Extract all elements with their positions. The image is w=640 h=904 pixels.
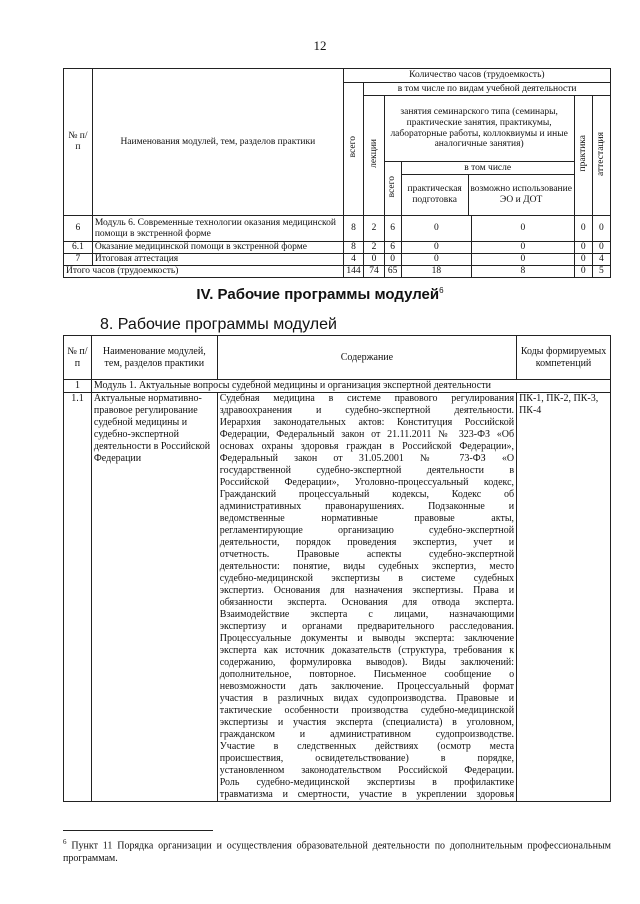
total-sem-total: 65 bbox=[384, 266, 401, 278]
seminar-header: занятия семинарского типа (семинары, практические занятия, практикумы, лабораторные работы, коллоквиумы и иные аналогичные занятия) bbox=[384, 96, 574, 162]
content-line: эксперта как источник доказательств (структура, требования к bbox=[219, 645, 515, 656]
row-total: 8 bbox=[343, 242, 364, 254]
row-attestation: 4 bbox=[592, 254, 610, 266]
total-practical: 18 bbox=[401, 266, 471, 278]
content-line: государственной судебно-экспертной деятельности в bbox=[219, 465, 515, 476]
content-line: судебно-медицинской экспертизы в системе судебных bbox=[219, 573, 515, 584]
content-line: деятельности, порядок проведения экспертиз, учет и bbox=[219, 537, 515, 548]
hours-header: Количество часов (трудоемкость) bbox=[343, 69, 610, 83]
col-name-header: Наименования модулей, тем, разделов практики bbox=[92, 69, 343, 216]
content-line: содержанию, формулировка выводов). Виды заключений: bbox=[219, 657, 515, 668]
footnote-text: Пункт 11 Порядка организации и осуществления образовательной деятельности по дополнительным профессиональным программам. bbox=[63, 840, 611, 864]
content-line: дополнительное, повторное. Письменное сообщение о bbox=[219, 669, 515, 680]
content-line: Федеральный закон от 31.05.2001 № 73-ФЗ «О bbox=[219, 453, 515, 464]
row-practice: 0 bbox=[574, 242, 592, 254]
total-lectures: 74 bbox=[364, 266, 384, 278]
total-total: 144 bbox=[343, 266, 364, 278]
hours-table bbox=[63, 68, 611, 278]
row-practical: 0 bbox=[401, 216, 471, 242]
footnote-rule bbox=[63, 830, 213, 831]
row-name: Актуальные нормативно-правовое регулирование судебной медицины и судебно-экспертной деятельности в Российской Федерации bbox=[91, 393, 217, 802]
section-heading bbox=[0, 286, 640, 303]
col-practical-training-header: практическая подготовка bbox=[402, 175, 469, 215]
row-total: 4 bbox=[343, 254, 364, 266]
content-line: травматизма и смертности, участие в укреплении здоровья bbox=[219, 789, 515, 800]
row-sem-total: 6 bbox=[384, 216, 401, 242]
col-num-header: № п/п bbox=[64, 336, 92, 380]
section-heading-text: IV. Рабочие программы модулей bbox=[196, 286, 440, 303]
row-name: Итоговая аттестация bbox=[92, 254, 343, 266]
by-types-header: в том числе по видам учебной деятельности bbox=[364, 83, 611, 96]
modules-table bbox=[63, 335, 611, 802]
total-eo: 8 bbox=[472, 266, 575, 278]
content-line: Российской Федерации», Уголовно-процессуальный кодекс, bbox=[219, 477, 515, 488]
content-line: отчетность. Правовые аспекты судебно-экспертной bbox=[219, 549, 515, 560]
content-line: тактические особенности производства судебно-медицинской bbox=[219, 705, 515, 716]
row-content bbox=[217, 393, 516, 802]
row-practical: 0 bbox=[401, 242, 471, 254]
content-line: Гражданский процессуальный кодексы, Кодекс об bbox=[219, 489, 515, 500]
total-practice: 0 bbox=[574, 266, 592, 278]
page-number: 12 bbox=[313, 38, 327, 53]
col-content-header: Содержание bbox=[217, 336, 516, 380]
content-line: ведомственные нормативные правовые акты, bbox=[219, 513, 515, 524]
content-line: Участие в следственных действиях (осмотр места bbox=[219, 741, 515, 752]
row-practice: 0 bbox=[574, 254, 592, 266]
row-lectures: 2 bbox=[364, 242, 384, 254]
row-attestation: 0 bbox=[592, 216, 610, 242]
content-line: Иерархия законодательных актов: Конституция Российской bbox=[219, 417, 515, 428]
content-line: основах охраны здоровья граждан в Российской Федерации», bbox=[219, 441, 515, 452]
row-sem-total: 6 bbox=[384, 242, 401, 254]
content-line: Судебная медицина в системе правового регулирования bbox=[219, 393, 515, 404]
total-attestation: 5 bbox=[592, 266, 610, 278]
content-line: происшествия, освидетельствование) в порядке, bbox=[219, 753, 515, 764]
content-line: Взаимодействие эксперта с лицами, назначающими bbox=[219, 609, 515, 620]
col-num-header: № п/п bbox=[64, 69, 93, 216]
row-name: Оказание медицинской помощи в экстренной форме bbox=[92, 242, 343, 254]
row-codes: ПК-1, ПК-2, ПК-3, ПК-4 bbox=[517, 393, 611, 802]
col-practice-header: практика bbox=[574, 96, 592, 216]
content-line: Роль судебно-медицинской экспертизы в профилактике bbox=[219, 777, 515, 788]
row-eo: 0 bbox=[472, 254, 575, 266]
row-num: 6.1 bbox=[64, 242, 93, 254]
row-eo: 0 bbox=[472, 242, 575, 254]
row-name: Модуль 6. Современные технологии оказания медицинской помощи в экстренной форме bbox=[92, 216, 343, 242]
row-num: 1.1 bbox=[64, 393, 92, 802]
col-total-header: всего bbox=[343, 83, 364, 216]
col-attestation-header: аттестация bbox=[592, 96, 610, 216]
row-num: 6 bbox=[64, 216, 93, 242]
col-lectures-header: лекции bbox=[364, 96, 384, 216]
content-line: гражданском и административном судопроизводстве. bbox=[219, 729, 515, 740]
row-attestation: 0 bbox=[592, 242, 610, 254]
content-line: деятельности: понятие, виды судебных экспертиз, место bbox=[219, 561, 515, 572]
content-line: Процессуальные документы и выводы эксперта: заключение bbox=[219, 633, 515, 644]
content-line: экспертизу и органами предварительного расследования. bbox=[219, 621, 515, 632]
including-cell bbox=[401, 162, 574, 216]
content-line: экспертиз. Основания для назначения экспертизы. Права и bbox=[219, 585, 515, 596]
col-name-header: Наименование модулей, тем, разделов практики bbox=[91, 336, 217, 380]
row-eo: 0 bbox=[472, 216, 575, 242]
footnote bbox=[63, 838, 611, 865]
footnote-mark: 6 bbox=[439, 286, 444, 295]
table-row bbox=[64, 216, 611, 242]
row-practice: 0 bbox=[574, 216, 592, 242]
row-sem-total: 0 bbox=[384, 254, 401, 266]
table-row bbox=[64, 393, 611, 802]
content-line: экспертизы и участия эксперта (специалиста) в уголовном, bbox=[219, 717, 515, 728]
row-lectures: 2 bbox=[364, 216, 384, 242]
content-line: здравоохранения и судебно-экспертной деятельности. bbox=[219, 405, 515, 416]
content-line: Федерации, Федеральный закон от 21.11.2011 № 323-ФЗ «Об bbox=[219, 429, 515, 440]
subheading: 8. Рабочие программы модулей bbox=[100, 316, 337, 333]
total-row bbox=[64, 266, 611, 278]
col-codes-header: Коды формируемых компетенций bbox=[517, 336, 611, 380]
col-sem-total-header: всего bbox=[384, 162, 401, 216]
row-practical: 0 bbox=[401, 254, 471, 266]
content-line: установленном законодательством Российской Федерации. bbox=[219, 765, 515, 776]
total-label: Итого часов (трудоемкость) bbox=[64, 266, 344, 278]
content-line: обязанности эксперта. Основания для отвода эксперта. bbox=[219, 597, 515, 608]
row-lectures: 0 bbox=[364, 254, 384, 266]
footnote-number: 6 bbox=[63, 838, 67, 846]
module-num: 1 bbox=[64, 380, 92, 393]
module-title: Модуль 1. Актуальные вопросы судебной медицины и организация экспертной деятельности bbox=[91, 380, 610, 393]
content-line: участия в различных видах судопроизводства. Правовые и bbox=[219, 693, 515, 704]
table-row bbox=[64, 254, 611, 266]
content-line: регламентирующие организацию судебно-экспертной bbox=[219, 525, 515, 536]
module-row bbox=[64, 380, 611, 393]
including-header: в том числе bbox=[402, 162, 574, 175]
col-eo-dot-header: возможно использование ЭО и ДОТ bbox=[470, 184, 572, 205]
content-line: административных правонарушениях. Подзаконные и bbox=[219, 501, 515, 512]
row-num: 7 bbox=[64, 254, 93, 266]
content-line: невозможности дать заключение. Процессуальный формат bbox=[219, 681, 515, 692]
row-total: 8 bbox=[343, 216, 364, 242]
table-row bbox=[64, 242, 611, 254]
